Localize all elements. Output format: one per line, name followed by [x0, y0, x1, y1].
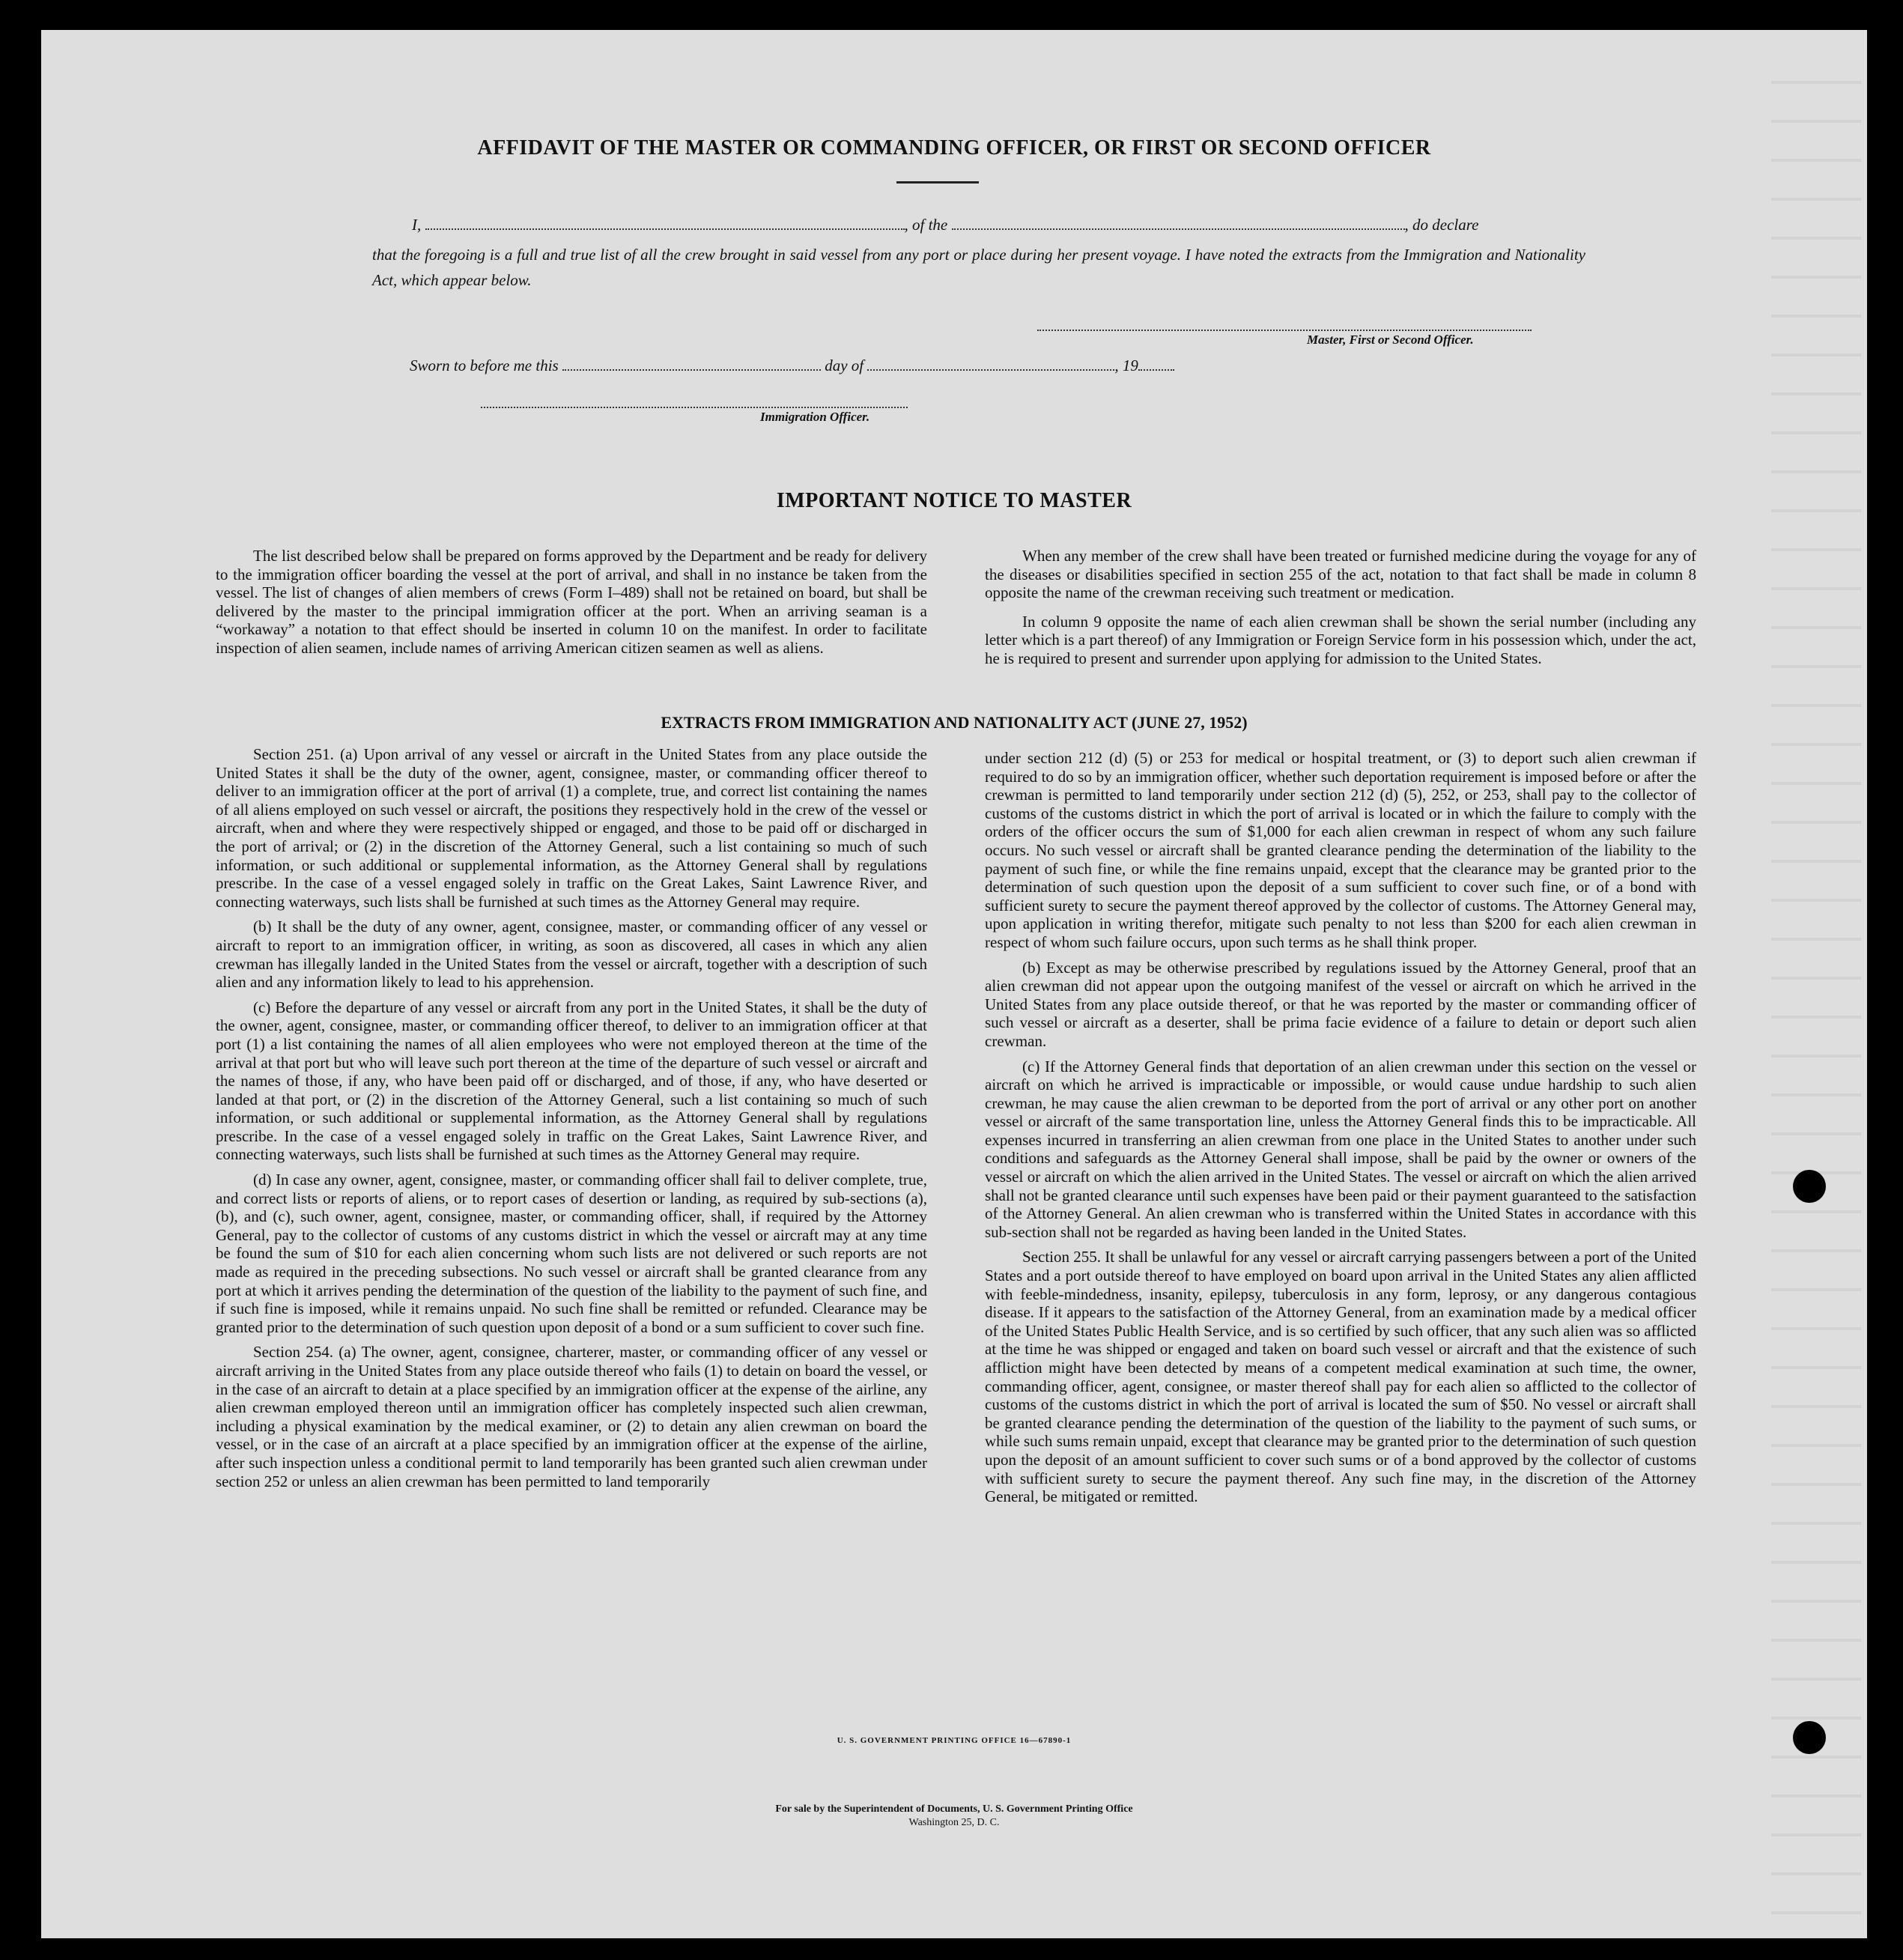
- notice-right-paragraph-1: When any member of the crew shall have been treated or furnished medicine during the voyage for any of the diseases or disabilities specified in section 255 of the act, notation to that fact shall be made in column 8 opposite the name of the crewman receiving such treatment or medication.: [985, 547, 1696, 602]
- year-prefix: , 19: [1114, 356, 1138, 374]
- section-254-a-continued: under section 212 (d) (5) or 253 for medical or hospital treatment, or (3) to deport such alien crewman if required to do so by an immigration officer, whether such deportation requirement is imposed before or after the crewman is permitted to land temporarily under section 212 (d) (5), 252, or 253, shall pay to the collector of customs of the customs district in which the port of arrival is located or in which the failure to comply with the orders of the officer occurs the sum of $1,000 for each alien crewman in respect of whom any such failure occurs. No such vessel or aircraft shall be granted clearance pending the determination of the liability to the payment of such fine, or while the fine remains unpaid, except that the clearance may be granted prior to the determination of such question upon the deposit of a sum sufficient to cover such fine, or of a bond with sufficient surety to secure the payment thereof approved by the collector of customs. The Attorney General may, upon application in writing therefor, mitigate such penalty to not less than $200 for each alien crewman in respect of whom such failure occurs, upon such terms as he shall think proper.: [985, 749, 1696, 951]
- sworn-day-field[interactable]: [562, 368, 821, 371]
- affidavit-title: AFFIDAVIT OF THE MASTER OR COMMANDING OFFICER, OR FIRST OR SECOND OFFICER: [477, 136, 1431, 160]
- sworn-month-field[interactable]: [867, 368, 1114, 371]
- notice-left-paragraph: The list described below shall be prepared on forms approved by the Department and be ready for delivery to the immigration officer boarding the vessel at the port of arrival, and shall in no instance be taken from the vessel. The list of changes of alien members of crews (Form I–489) shall not be retained on board, but shall be delivered by the master to the principal immigration officer at the port. When an arriving seaman is a “workaway” a notation to that effect should be inserted in column 10 on the manifest. In order to facilitate inspection of alien seamen, include names of arriving American citizen seamen as well as aliens.: [216, 547, 927, 657]
- do-declare-text: , do declare: [1404, 216, 1479, 234]
- section-254-c: (c) If the Attorney General finds that deportation of an alien crewman under this section on the vessel or aircraft on which he arrived is impracticable or impossible, or would cause undue hardship to such alien crewman, he may cause the alien crewman to be deported from the port of arrival or any other port on another vessel or aircraft of the same transportation line, unless the Attorney General finds this to be impracticable. All expenses incurred in transferring an alien crewman from one place in the United States to another under such conditions and safeguards as the Attorney General shall impose, shall be paid by the owner or owners of the vessel or aircraft on which the alien arrived in the United States. The vessel or aircraft on which the alien arrived shall not be granted clearance until such expenses have been paid or their payment guaranteed to the satisfaction of the Attorney General. An alien crewman who is transferred within the United States in accordance with this sub-section shall not be regarded as having been landed in the United States.: [985, 1057, 1696, 1241]
- section-251-c: (c) Before the departure of any vessel or aircraft from any port in the United States, it shall be the duty of the owner, agent, consignee, master, or commanding officer thereof, to deliver to an immigration officer at that port (1) a list containing the names of all alien employees who were not employed thereon at the time of the arrival at that port but who will leave such port thereon at the time of the departure of such vessel or aircraft and the names of those, if any, who have been paid off or discharged, and of those, if any, who have deserted or landed at that port, or (2) in the discretion of the Attorney General, such a list containing so much of such information, or such additional or supplemental information, as the Attorney General shall by regulations prescribe. In the case of a vessel engaged solely in traffic on the Great Lakes, Saint Lawrence River, and connecting waterways, such lists shall be furnished at such times as the Attorney General may require.: [216, 998, 927, 1164]
- extracts-title: EXTRACTS FROM IMMIGRATION AND NATIONALITY ACT (JUNE 27, 1952): [661, 713, 1248, 732]
- master-signature-line[interactable]: [1037, 330, 1532, 331]
- bleed-through-marks: [1771, 45, 1861, 1917]
- sworn-line: [410, 356, 1383, 375]
- extracts-right-column: [985, 749, 1696, 1513]
- punch-hole-lower: [1793, 1721, 1826, 1754]
- affidavit-declaration-line: [412, 216, 1588, 234]
- affidavit-statement: that the foregoing is a full and true list of all the crew brought in said vessel from any port or place during her present voyage. I have noted the extracts from the Immigration and Nationality Act, which appear below.: [372, 246, 1585, 289]
- extracts-left-column: [216, 745, 927, 1497]
- declarant-name-field[interactable]: [425, 228, 905, 230]
- punch-hole-upper: [1793, 1170, 1826, 1203]
- section-255: Section 255. It shall be unlawful for any vessel or aircraft carrying passengers between a port of the United States and a port outside thereof to have employed on board upon arrival in the United States any alien afflicted with feeble-mindedness, insanity, epilepsy, tuberculosis in any form, leprosy, or any dangerous contagious disease. If it appears to the satisfaction of the Attorney General, from an examination made by a medical officer of the United States Public Health Service, and is so certified by such officer, that any such alien was so afflicted at the time he was shipped or engaged and taken on board such vessel or aircraft and that the existence of such affliction might have been detected by means of a competent medical examination at such time, the owner, commanding officer, agent, consignee, or master thereof shall pay for each alien so afflicted to the collector of customs of the customs district in which the port of arrival is located the sum of $50. No vessel or aircraft shall be granted clearance pending the determination of the question of the liability to the payment of such sums, or while such sums remain unpaid, except that clearance may be granted prior to the determination of such question upon the deposit of an amount sufficient to cover such sums or of a bond approved by the collector of customs with sufficient surety to secure the payment thereof. Any such fine may, in the discretion of the Attorney General, be mitigated or remitted.: [985, 1248, 1696, 1506]
- sale-notice-line-1: For sale by the Superintendent of Documents, U. S. Government Printing Office: [775, 1803, 1133, 1815]
- section-251-b: (b) It shall be the duty of any owner, agent, consignee, master, or commanding officer of any vessel or aircraft to report to an immigration officer, in writing, as soon as discovered, all cases in which any alien crewman has illegally landed in the United States from the vessel or aircraft, together with a description of such alien and any information likely to lead to his apprehension.: [216, 917, 927, 992]
- sale-notice-line-2: Washington 25, D. C.: [908, 1817, 1000, 1828]
- printing-office-mark: U. S. GOVERNMENT PRINTING OFFICE 16—67890-1: [837, 1736, 1072, 1745]
- declarant-prefix: I,: [412, 216, 422, 234]
- master-signature-label: Master, First or Second Officer.: [1307, 333, 1474, 347]
- section-254-a: Section 254. (a) The owner, agent, consignee, charterer, master, or commanding officer of any vessel or aircraft arriving in the United States from any place outside thereof who fails (1) to detain on board the vessel, or in the case of an aircraft to detain at a place specified by an immigration officer at the expense of the airline, any alien crewman employed thereon until an immigration officer has completely inspected such alien crewman, including a physical examination by the medical examiner, or (2) to detain any alien crewman on board the vessel, or in the case of an aircraft at a place specified by an immigration officer at the expense of the airline, after such inspection unless a conditional permit to land temporarily has been granted such alien crewman under section 252 or unless an alien crewman has been permitted to land temporarily: [216, 1343, 927, 1490]
- notice-left-column: [216, 547, 927, 664]
- immigration-officer-label: Immigration Officer.: [760, 410, 870, 424]
- title-rule: [896, 181, 979, 183]
- immigration-officer-signature-line[interactable]: [481, 407, 908, 408]
- notice-title: IMPORTANT NOTICE TO MASTER: [776, 489, 1132, 512]
- sworn-year-field[interactable]: [1138, 368, 1174, 371]
- notice-right-column: [985, 547, 1696, 675]
- notice-right-paragraph-2: In column 9 opposite the name of each alien crewman shall be shown the serial number (including any letter which is a part thereof) of any Immigration or Foreign Service form in his possession which, under the act, he is required to present and surrender upon applying for admission to the United States.: [985, 612, 1696, 667]
- section-251-a: Section 251. (a) Upon arrival of any vessel or aircraft in the United States from any place outside the United States it shall be the duty of the owner, agent, consignee, master, or commanding officer thereof to deliver to an immigration officer at the port of arrival (1) a complete, true, and correct list containing the names of all aliens employed on such vessel or aircraft, the positions they respectively hold in the crew of the vessel or aircraft, when and where they were respectively shipped or engaged, and those to be paid off or discharged in the port of arrival; or (2) in the discretion of the Attorney General, such a list containing so much of such information, or such additional or supplemental information, as the Attorney General shall by regulations prescribe. In the case of a vessel engaged solely in traffic on the Great Lakes, Saint Lawrence River, and connecting waterways, such lists shall be furnished at such times as the Attorney General may require.: [216, 745, 927, 911]
- document-page: [41, 30, 1867, 1938]
- day-of-text: day of: [825, 356, 864, 374]
- section-254-b: (b) Except as may be otherwise prescribed by regulations issued by the Attorney General, proof that an alien crewman did not appear upon the outgoing manifest of the vessel or aircraft on which he arrived in the United States from any place outside thereof, or that he was reported by the master or commanding officer of such vessel or aircraft as a deserter, shall be prima facie evidence of a failure to detain or deport such alien crewman.: [985, 958, 1696, 1050]
- of-the-text: , of the: [904, 216, 948, 234]
- section-251-d: (d) In case any owner, agent, consignee, master, or commanding officer shall fail to deliver complete, true, and correct lists or reports of aliens, or to report cases of desertion or landing, as required by sub-sections (a), (b), and (c), such owner, agent, consignee, master, or commanding officer, shall, if required by the Attorney General, pay to the collector of customs of any customs district in which the vessel or aircraft may at any time be found the sum of $10 for each alien concerning whom such lists are not delivered or such reports are not made as required in the preceding subsections. No such vessel or aircraft shall be granted clearance from any port at which it arrives pending the determination of the question of the liability to the payment of such fine, and if such fine is imposed, while it remains unpaid. No such fine shall be remitted or refunded. Clearance may be granted prior to the determination of such question upon deposit of a bond or a sum sufficient to cover such fine.: [216, 1171, 927, 1336]
- vessel-name-field[interactable]: [952, 228, 1405, 230]
- sworn-prefix: Sworn to before me this: [410, 356, 559, 374]
